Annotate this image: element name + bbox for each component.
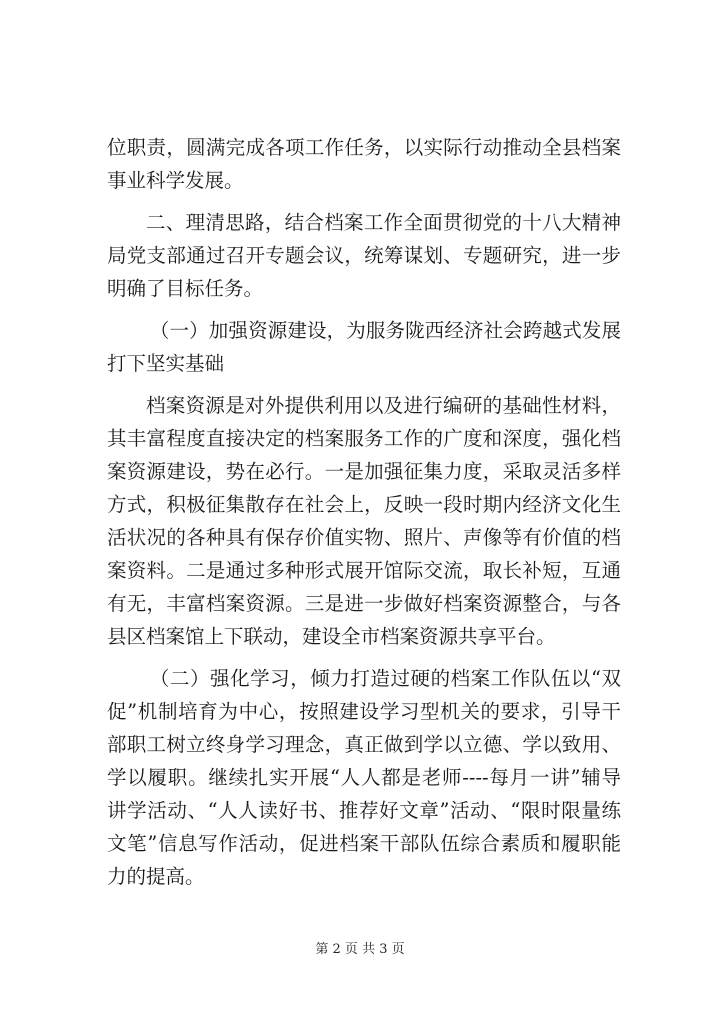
paragraph-section-two: 二、理清思路，结合档案工作全面贯彻党的十八大精神局党支部通过召开专题会议，统筹谋划、专题研究，进一步明确了目标任务。: [107, 211, 621, 300]
paragraph-resources: 档案资源是对外提供利用以及进行编研的基础性材料，其丰富程度直接决定的档案服务工作的广度和深度，强化档案资源建设，势在必行。一是加强征集力度，采取灵活多样方式，积极征集散存在社会上，反映一段时期内经济文化生活状况的各种具有保存价值实物、照片、声像等有价值的档案资料。二是通过多种形式展开馆际交流，取长补短，互通有无，丰富档案资源。三是进一步做好档案资源整合，与各县区档案馆上下联动，建设全市档案资源共享平台。: [107, 394, 621, 648]
paragraph-subheading-two: （二）强化学习，倾力打造过硬的档案工作队伍以“双促”机制培育为中心，按照建设学习型机关的要求，引导干部职工树立终身学习理念，真正做到学以立德、学以致用、学以履职。继续扎实开展“人人都是老师----每月一讲”辅导讲学活动、“人人读好书、推荐好文章”活动、“限时限量练文笔”信息写作活动，促进档案干部队伍综合素质和履职能力的提高。: [107, 667, 621, 888]
document-body: [107, 131, 621, 893]
paragraph-subheading-one: （一）加强资源建设，为服务陇西经济社会跨越式发展打下坚实基础: [107, 319, 621, 375]
page-number-footer: 第 2 页 共 3 页: [315, 942, 405, 957]
paragraph-continuation: 位职责，圆满完成各项工作任务，以实际行动推动全县档案事业科学发展。: [107, 136, 621, 192]
